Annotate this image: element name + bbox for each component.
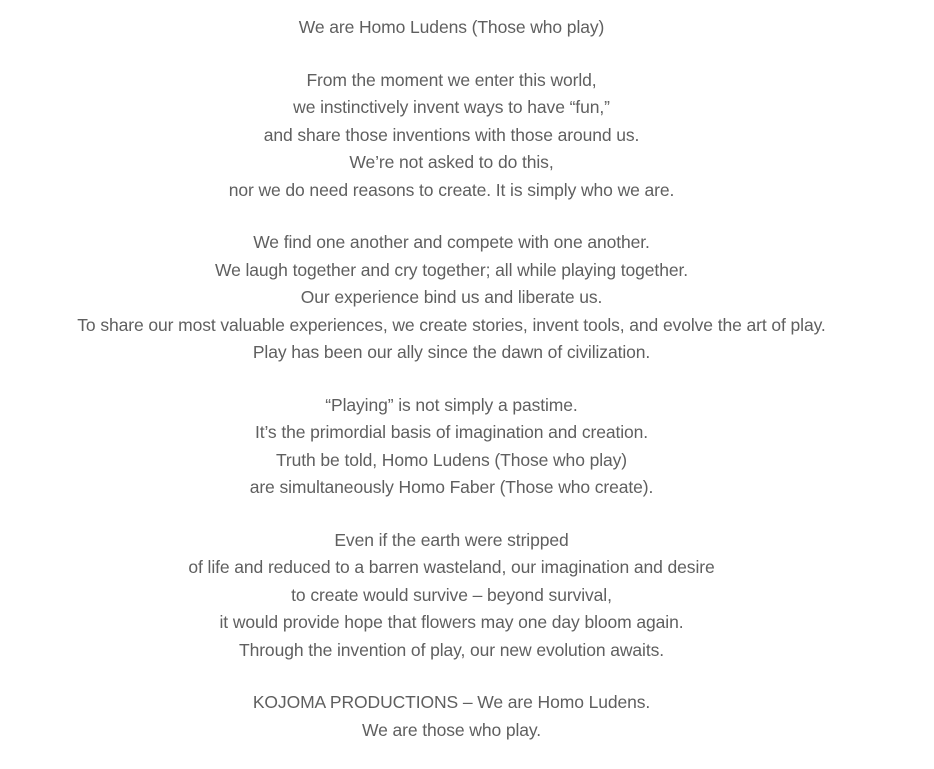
- stanza-line: nor we do need reasons to create. It is simply who we are.: [228, 179, 675, 200]
- stanza-line: Through the invention of play, our new evolution awaits.: [238, 639, 665, 660]
- stanza-title: [0, 14, 903, 42]
- stanza-line: are simultaneously Homo Faber (Those who create).: [249, 477, 654, 497]
- stanza-line: Even if the earth were stripped: [334, 529, 569, 550]
- stanza-line: it would provide hope that flowers may one day bloom again.: [219, 612, 684, 632]
- manifesto-text: [0, 14, 903, 769]
- stanza-line: Play has been our ally since the dawn of civilization.: [252, 342, 651, 362]
- stanza-line: to create would survive – beyond survival,: [291, 584, 612, 605]
- stanza-playing-pastime: [0, 392, 903, 502]
- stanza-line: From the moment we enter this world,: [306, 69, 597, 90]
- stanza-line: and share those inventions with those around us.: [263, 124, 640, 145]
- stanza-line: we instinctively invent ways to have “fun,”: [293, 97, 610, 117]
- stanza-line: To share our most valuable experiences, we create stories, invent tools, and evolve the art of play.: [77, 314, 826, 335]
- closing-company-line: KOJOMA PRODUCTIONS – We are Homo Ludens.: [252, 692, 651, 712]
- stanza-line: We laugh together and cry together; all while playing together.: [215, 259, 688, 280]
- stanza-closing: [0, 689, 903, 744]
- stanza-line: “Playing” is not simply a pastime.: [325, 394, 578, 415]
- stanza-line: We’re not asked to do this,: [349, 152, 554, 172]
- stanza-enter-world: [0, 67, 903, 205]
- manifesto-heading: We are Homo Ludens (Those who play): [298, 17, 605, 37]
- stanza-line: We find one another and compete with one another.: [253, 232, 650, 252]
- stanza-barren-earth: [0, 527, 903, 665]
- stanza-play-together: [0, 229, 903, 367]
- stanza-line: It’s the primordial basis of imagination and creation.: [254, 422, 649, 442]
- stanza-line: of life and reduced to a barren wasteland, our imagination and desire: [188, 557, 715, 577]
- closing-tagline: We are those who play.: [361, 719, 542, 740]
- stanza-line: Truth be told, Homo Ludens (Those who play): [275, 449, 628, 470]
- stanza-line: Our experience bind us and liberate us.: [300, 287, 603, 307]
